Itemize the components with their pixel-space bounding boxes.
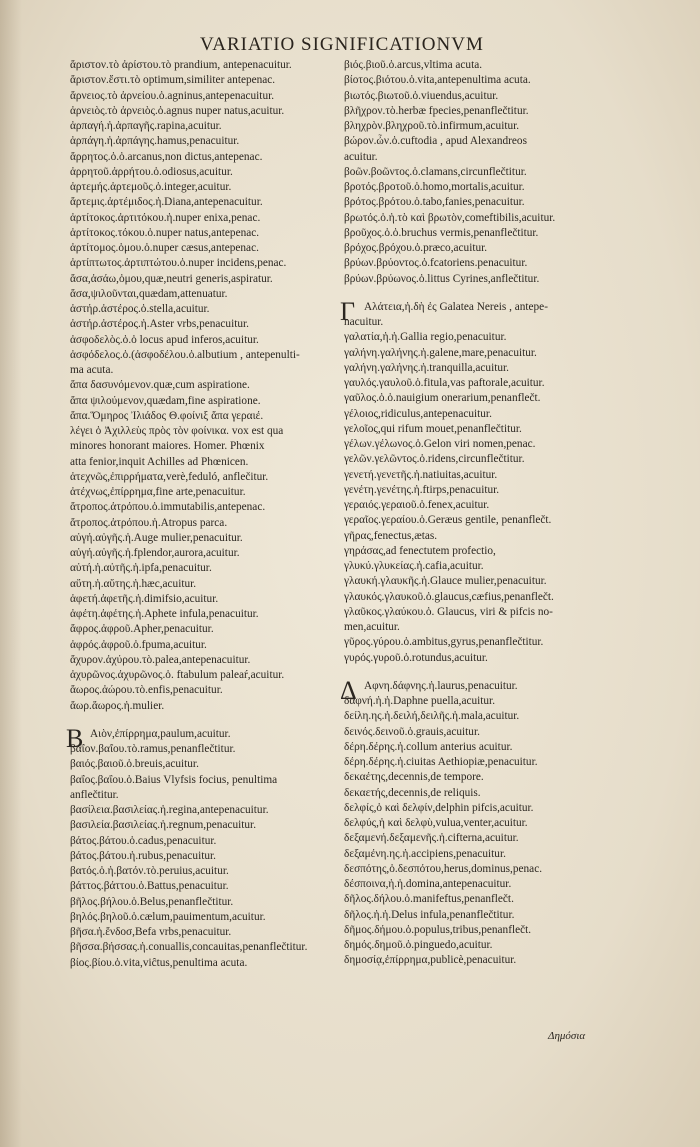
dictionary-entry-line: γῆρας,fenectus,ætas. (344, 529, 438, 542)
catchword: Δημόσια (548, 1030, 586, 1042)
dictionary-entry-line: δέρη.δέρης.ἡ.collum anterius acuitur. (344, 740, 513, 753)
dictionary-entry-line: ἀρνειὸς.τὸ ἀρνειὸς.ὁ.agnus nuper natus,acuitur. (70, 104, 285, 117)
dictionary-entry-line: βῆσσα.βήσσας.ἡ.conuallis,concauitas,penanflečtitur. (70, 941, 308, 954)
dictionary-entry-line: βροτός.βροτοῦ.ὁ.homo,mortalis,acuitur. (344, 181, 525, 193)
section-gap (344, 666, 606, 679)
dictionary-entry-line: anflečtitur. (70, 788, 119, 801)
dictionary-entry-line: βατός.ὁ.ἡ.βατόν.τὸ.peruius,acuitur. (70, 865, 229, 877)
dictionary-entry-line: δέσποινα,ἡ.ἡ.domina,antepenacuitur. (344, 878, 512, 890)
dictionary-entry-line: ἄσα,ψιλοῦνται,quædam,attenuatur. (70, 287, 228, 300)
dictionary-entry-line: γεραῖος.γεραίου.ὁ.Geræus gentile, penanflečt. (344, 514, 552, 527)
dictionary-entry-line: βιωτός.βιωτοῦ.ὁ.viuendus,acuitur. (344, 89, 499, 102)
dictionary-entry-line: δῆλος.ἡ.ἡ.Delus infula,penanflečtitur. (344, 908, 515, 921)
dictionary-entry-line: δεκαετής,decennis,de reliquis. (344, 786, 481, 799)
dictionary-entry-line: nacuitur. (344, 316, 384, 328)
dictionary-entry-line: minores honorant maiores. Homer. Phœnix (70, 440, 265, 453)
dictionary-entry-line: βίοτος.βιότου.ὁ.vita,antepenultima acuta. (344, 74, 531, 87)
dictionary-entry-line: ἄπα ψιλούμενον,quædam,fine aspiratione. (70, 394, 261, 407)
dictionary-entry-line: βάτος.βάτου.ὁ.cadus,penacuitur. (70, 834, 217, 847)
dictionary-entry-line: γέλοιος,ridiculus,antepenacuitur. (344, 407, 492, 420)
dictionary-entry-line: γλυκύ.γλυκείας.ἡ.cafia,acuitur. (344, 560, 484, 572)
section-b-first-entry: Αιὸν,ἐπίρρημα,paulum,acuitur. (90, 727, 231, 740)
dictionary-entry-line: δαφνή.ἡ.ἡ.Daphne puella,acuitur. (344, 695, 496, 707)
dictionary-entry-line: βιός.βιοῦ.ὁ.arcus,vltima acuta. (344, 59, 483, 71)
dictionary-entry-line: βληχρὸν.βληχροῦ.τὸ.infirmum,acuitur. (344, 120, 520, 132)
dictionary-entry-line: ἀρτεμής.ἀρτεμοῦς.ὁ.integer,acuitur. (70, 181, 232, 193)
dictionary-entry-line: βασιλεία.βασιλείας.ἡ.regnum,penacuitur. (70, 819, 257, 832)
dictionary-entry-line: ἀρτίπτωτος.ἀρτιπτώτου.ὁ.nuper incidens,penac. (70, 257, 287, 270)
dictionary-entry-line: δελφύς,ἡ καὶ δελφὺ,vulua,venter,acuitur. (344, 817, 528, 829)
dictionary-entry-line: βροῦχος.ὁ.ὁ.bruchus vermis,penanflečtitur. (344, 226, 539, 239)
dictionary-entry-line: δεξαμενή.δεξαμενῆς.ἡ.cifterna,acuitur. (344, 832, 519, 845)
dictionary-entry-line: ἀτεχνῶς,ἐπιρρήματα,verè,feduló, anflečitur. (70, 470, 269, 483)
right-column (340, 58, 606, 969)
dictionary-entry-line: γαλατία,ἡ.ἡ.Gallia regio,penacuitur. (344, 331, 507, 344)
dictionary-entry-line: ἅπα δασυνόμενον.quæ,cum aspiratione. (70, 379, 250, 392)
dictionary-entry-line: γαλήνη.γαλήνης.ἡ.galene,mare,penacuitur. (344, 346, 537, 359)
dictionary-entry-line: ἀφρός.ἀφροῦ.ὁ.fpuma,acuitur. (70, 638, 207, 651)
dictionary-entry-line: βλῆχρον.τὸ.herbæ fpecies,penanflečtitur. (344, 104, 529, 117)
dictionary-entry-line: ἄωρ.ἄωρος.ἡ.mulier. (70, 699, 165, 712)
dictionary-entry-line: γυρός.γυροῦ.ὁ.rotundus,acuitur. (344, 651, 488, 664)
dictionary-entry-line: ἀφέτη.ἀφέτης.ἡ.Aphete infula,penacuitur. (70, 608, 259, 620)
section-gap (344, 287, 606, 300)
dictionary-entry-line: men,acuitur. (344, 621, 400, 633)
dictionary-entry-line: βηλός.βηλοῦ.ὁ.cælum,pauimentum,acuitur. (70, 910, 266, 923)
dictionary-entry-line: γεραιός.γεραιοῦ.ὁ.fenex,acuitur. (344, 499, 490, 511)
dictionary-entry-line: βάτος.βάτου.ἡ.rubus,penacuitur. (70, 849, 216, 862)
dictionary-entry-line: ἀρτίτοκος.τόκου.ὁ.nuper natus,antepenac. (70, 226, 260, 239)
dictionary-entry-line: γλαυκός.γλαυκοῦ.ὁ.glaucus,cæfius,penanflečt. (344, 590, 554, 603)
dictionary-entry-line: βαΐον.βαΐου.τὸ.ramus,penanflečtitur. (70, 743, 236, 755)
section-d-initial-letter: Δ (340, 675, 357, 705)
dictionary-entry-line: γῦρος.γύρου.ὁ.ambitus,gyrus,penanflečtitur. (344, 636, 544, 649)
dictionary-entry-line: ἄρτεμις.ἀρτέμιδος.ἡ.Diana,antepenacuitur. (70, 196, 263, 209)
dictionary-entry-line: γελοῖος,qui rifum mouet,penanflečtitur. (344, 422, 522, 435)
dictionary-entry-line: ἄπα.Ὅμηρος Ἰλιάδος Θ.φοίνιξ ἄπα γεραιέ. (70, 409, 264, 422)
dictionary-entry-line: δείλη.ης.ἡ.δειλή,δειλῆς.ἡ.mala,acuitur. (344, 710, 520, 723)
dictionary-entry-line: ἀρτίτοκος.ἀρτιτόκου.ἡ.nuper enixa,penac. (70, 211, 261, 224)
dictionary-entry-line: ἄριστον.ἔστι.τὸ optimum,similiter antepenac. (70, 74, 276, 87)
dictionary-entry-line: βρωτός.ὁ.ἡ.τὸ καὶ βρωτὸν,comeftibilis,acuitur. (344, 211, 556, 224)
dictionary-entry-line: ἁρπάγη.ἡ.ἁρπάγης.hamus,penacuitur. (70, 135, 240, 148)
page-gutter-shadow (0, 0, 22, 1147)
dictionary-entry-line: αὐτή.ἡ.αὐτῆς.ἡ.ipfa,penacuitur. (70, 562, 212, 575)
dictionary-entry-line: δέρη.δέρης.ἡ.ciuitas Aethiopiæ,penacuitur. (344, 756, 538, 768)
dictionary-entry-line: βῆλος.βήλου.ὁ.Belus,penanflečtitur. (70, 895, 234, 908)
dictionary-entry-line: βαΐος.βαΐου.ὁ.Baius Vlyfsis focius, penultima (70, 773, 278, 786)
dictionary-entry-line: γαυλός.γαυλοῦ.ὁ.fitula,vas paftorale,acuitur. (344, 377, 545, 389)
dictionary-entry-line: ἀφετή.ἀφετῆς.ἡ.dimifsio,acuitur. (70, 592, 219, 605)
dictionary-entry-line: γενετή.γενετῆς.ἡ.natiuitas,acuitur. (344, 468, 498, 481)
dictionary-entry-line: ἄσα,ἀσάω,ὁμου,quæ,neutri generis,aspiratur. (70, 272, 273, 285)
dictionary-entry-line: ἄτροπος.ἀτρόπου.ἡ.Atropus parca. (70, 516, 228, 529)
dictionary-entry-line: ἀσφοδελὸς.ὁ.ὁ locus apud inferos,acuitur. (70, 333, 259, 346)
dictionary-entry-line: acuitur. (344, 150, 378, 163)
dictionary-entry-line: atta fenior,inquit Achilles ad Phœnicen. (70, 455, 249, 468)
dictionary-entry-line: βώρον.ὦν.ὁ.cuftodia , apud Alexandreos (344, 135, 527, 148)
dictionary-entry-line: δημός.δημοῦ.ὁ.pinguedo,acuitur. (344, 939, 493, 951)
dictionary-entry-line: γαλήνη.γαλήνης.ἡ.tranquilla,acuitur. (344, 361, 509, 374)
dictionary-entry-line: βασίλεια.βασιλείας.ἡ.regina,antepenacuitur. (70, 804, 269, 816)
dictionary-entry-line: βρύων.βρύοντος.ὁ.fcatoriens.penacuitur. (344, 257, 528, 270)
dictionary-entry-line: αὕτη.ἡ.αὕτης.ἡ.hæc,acuitur. (70, 577, 197, 590)
dictionary-entry-line: αὐγή.αὐγῆς.ἡ.fplendor,aurora,acuitur. (70, 547, 240, 559)
dictionary-entry-line: βρύων.βρύωνος.ὁ.littus Cyrines,anflečtitur. (344, 272, 540, 285)
dictionary-entry-line: ἀστήρ.ἀστέρος.ἡ.Aster vrbs,penacuitur. (70, 318, 249, 331)
dictionary-entry-line: βαιός.βαιοῦ.ὁ.breuis,acuitur. (70, 758, 199, 771)
dictionary-entry-line: ἄρρητος.ὁ.ὁ.arcanus,non dictus,antepenac. (70, 150, 263, 163)
dictionary-entry-line: γλαῦκος.γλαύκου.ὁ. Glaucus, viri & pifcis no- (344, 605, 553, 618)
dictionary-entry-line: δεξαμένη.ης.ἡ.accipiens,penacuitur. (344, 847, 506, 860)
dictionary-entry-line: γηράσας,ad fenectutem profectio, (344, 544, 496, 557)
dictionary-entry-line: βάττος.βάττου.ὁ.Battus,penacuitur. (70, 880, 229, 893)
dictionary-entry-line: γενέτη.γενέτης.ἡ.ftirps,penacuitur. (344, 483, 500, 496)
dictionary-entry-line: ἁρπαγή.ἡ.ἁρπαγῆς.rapina,acuitur. (70, 120, 222, 132)
dictionary-entry-line: γελῶν.γελῶντος.ὁ.ridens,circunflečtitur. (344, 453, 525, 466)
dictionary-entry-line: ἀτέχνως,ἐπίρρημα,fine arte,penacuitur. (70, 486, 246, 498)
dictionary-entry-line: δεσπότης,ὁ.δεσπότου,herus,dominus,penac. (344, 862, 543, 875)
section-gap (70, 714, 338, 727)
dictionary-entry-line: ἀσφόδελος.ὁ.(ἀσφοδέλου.ὁ.albutium , antepenulti- (70, 348, 300, 361)
dictionary-entry-line: ἀχυρῶνος.ἀχυρῶνος.ὁ. ftabulum paleaŕ,acuitur. (70, 669, 285, 681)
dictionary-entry-line: βίος.βίου.ὁ.vita,viĉtus,penultima acuta. (70, 956, 248, 969)
dictionary-entry-line: ἄτροπος.ἀτρόπου.ὁ.immutabilis,antepenac. (70, 501, 266, 514)
dictionary-entry-line: ἀρτίτομος.ὁμου.ὁ.nuper cæsus,antepenac. (70, 242, 259, 254)
dictionary-entry-line: ἄωρος.ἀώρου.τὸ.enfis,penacuitur. (70, 684, 223, 697)
dictionary-entry-line: δῆλος.δήλου.ὁ.manifeftus,penanflečt. (344, 893, 514, 906)
dictionary-entry-line: ἄχυρον.ἀχύρου.τὸ.palea,antepenacuitur. (70, 653, 251, 666)
dictionary-entry-line: βοῶν.βοῶντος.ὁ.clamans,circunflečtitur. (344, 165, 527, 178)
dictionary-entry-line: δελφίς,ὁ καὶ δελφίν,delphin pifcis,acuitur. (344, 801, 534, 814)
dictionary-entry-line: λέγει ὁ Ἀχιλλεὺς πρὸς τὸν φοίνικα. vox est qua (70, 425, 284, 437)
dictionary-entry-line: βρότος.βρότου.ὁ.tabo,fanies,penacuitur. (344, 196, 525, 209)
dictionary-entry-line: ἄφρος.ἀφροῦ.Apher,penacuitur. (70, 623, 214, 636)
dictionary-entry-line: δῆμος.δήμου.ὁ.populus,tribus,penanflečt. (344, 923, 532, 936)
dictionary-entry-line: ἀστήρ.ἀστέρος.ὁ.stella,acuitur. (70, 303, 210, 315)
dictionary-entry-line: γέλων.γέλωνος.ὁ.Gelon viri nomen,penac. (344, 438, 536, 450)
running-title: VARIATIO SIGNIFICATIONVM (200, 34, 484, 55)
section-g-first-entry: Αλάτεια,ἡ.δὴ ἐς Galatea Nereis , antepe- (364, 300, 548, 313)
dictionary-entry-line: ma acuta. (70, 364, 114, 376)
dictionary-entry-line: ἄριστον.τὸ ἀρίστου.τὸ prandium, antepenacuitur. (70, 59, 292, 71)
section-g-initial-letter: Γ (340, 296, 356, 326)
dictionary-entry-line: δημοσίᾳ,ἐπίρρημα,publicè,penacuitur. (344, 954, 517, 967)
dictionary-entry-line: γαῦλος.ὁ.ὁ.nauigium onerarium,penanflečt. (344, 392, 541, 405)
section-b-initial-letter: B (66, 723, 84, 753)
dictionary-entry-line: ἄρνειος.τὸ ἀρνείου.ὁ.agninus,antepenacuitur. (70, 89, 275, 102)
dictionary-entry-line: αὐγή.αὐγῆς.ἡ.Auge mulier,penacuitur. (70, 531, 243, 544)
dictionary-entry-line: δεκαέτης,decennis,de tempore. (344, 771, 484, 784)
left-column (66, 58, 338, 971)
dictionary-entry-line: ἀρρητοῦ.ἀρρήτου.ὁ.odiosus,acuitur. (70, 165, 233, 178)
dictionary-entry-line: βῆσα.ἡ.ἔνδοσ,Befa vrbs,penacuitur. (70, 926, 232, 938)
dictionary-entry-line: δεινός.δεινοῦ.ὁ.grauis,acuitur. (344, 725, 480, 738)
dictionary-entry-line: γλαυκή.γλαυκῆς.ἡ.Glauce mulier,penacuitur. (344, 575, 547, 588)
dictionary-entry-line: βρόχος.βρόχου.ὁ.præco,acuitur. (344, 242, 488, 254)
section-d-first-entry: Αφνη.δάφνης.ἡ.laurus,penacuitur. (364, 679, 518, 692)
